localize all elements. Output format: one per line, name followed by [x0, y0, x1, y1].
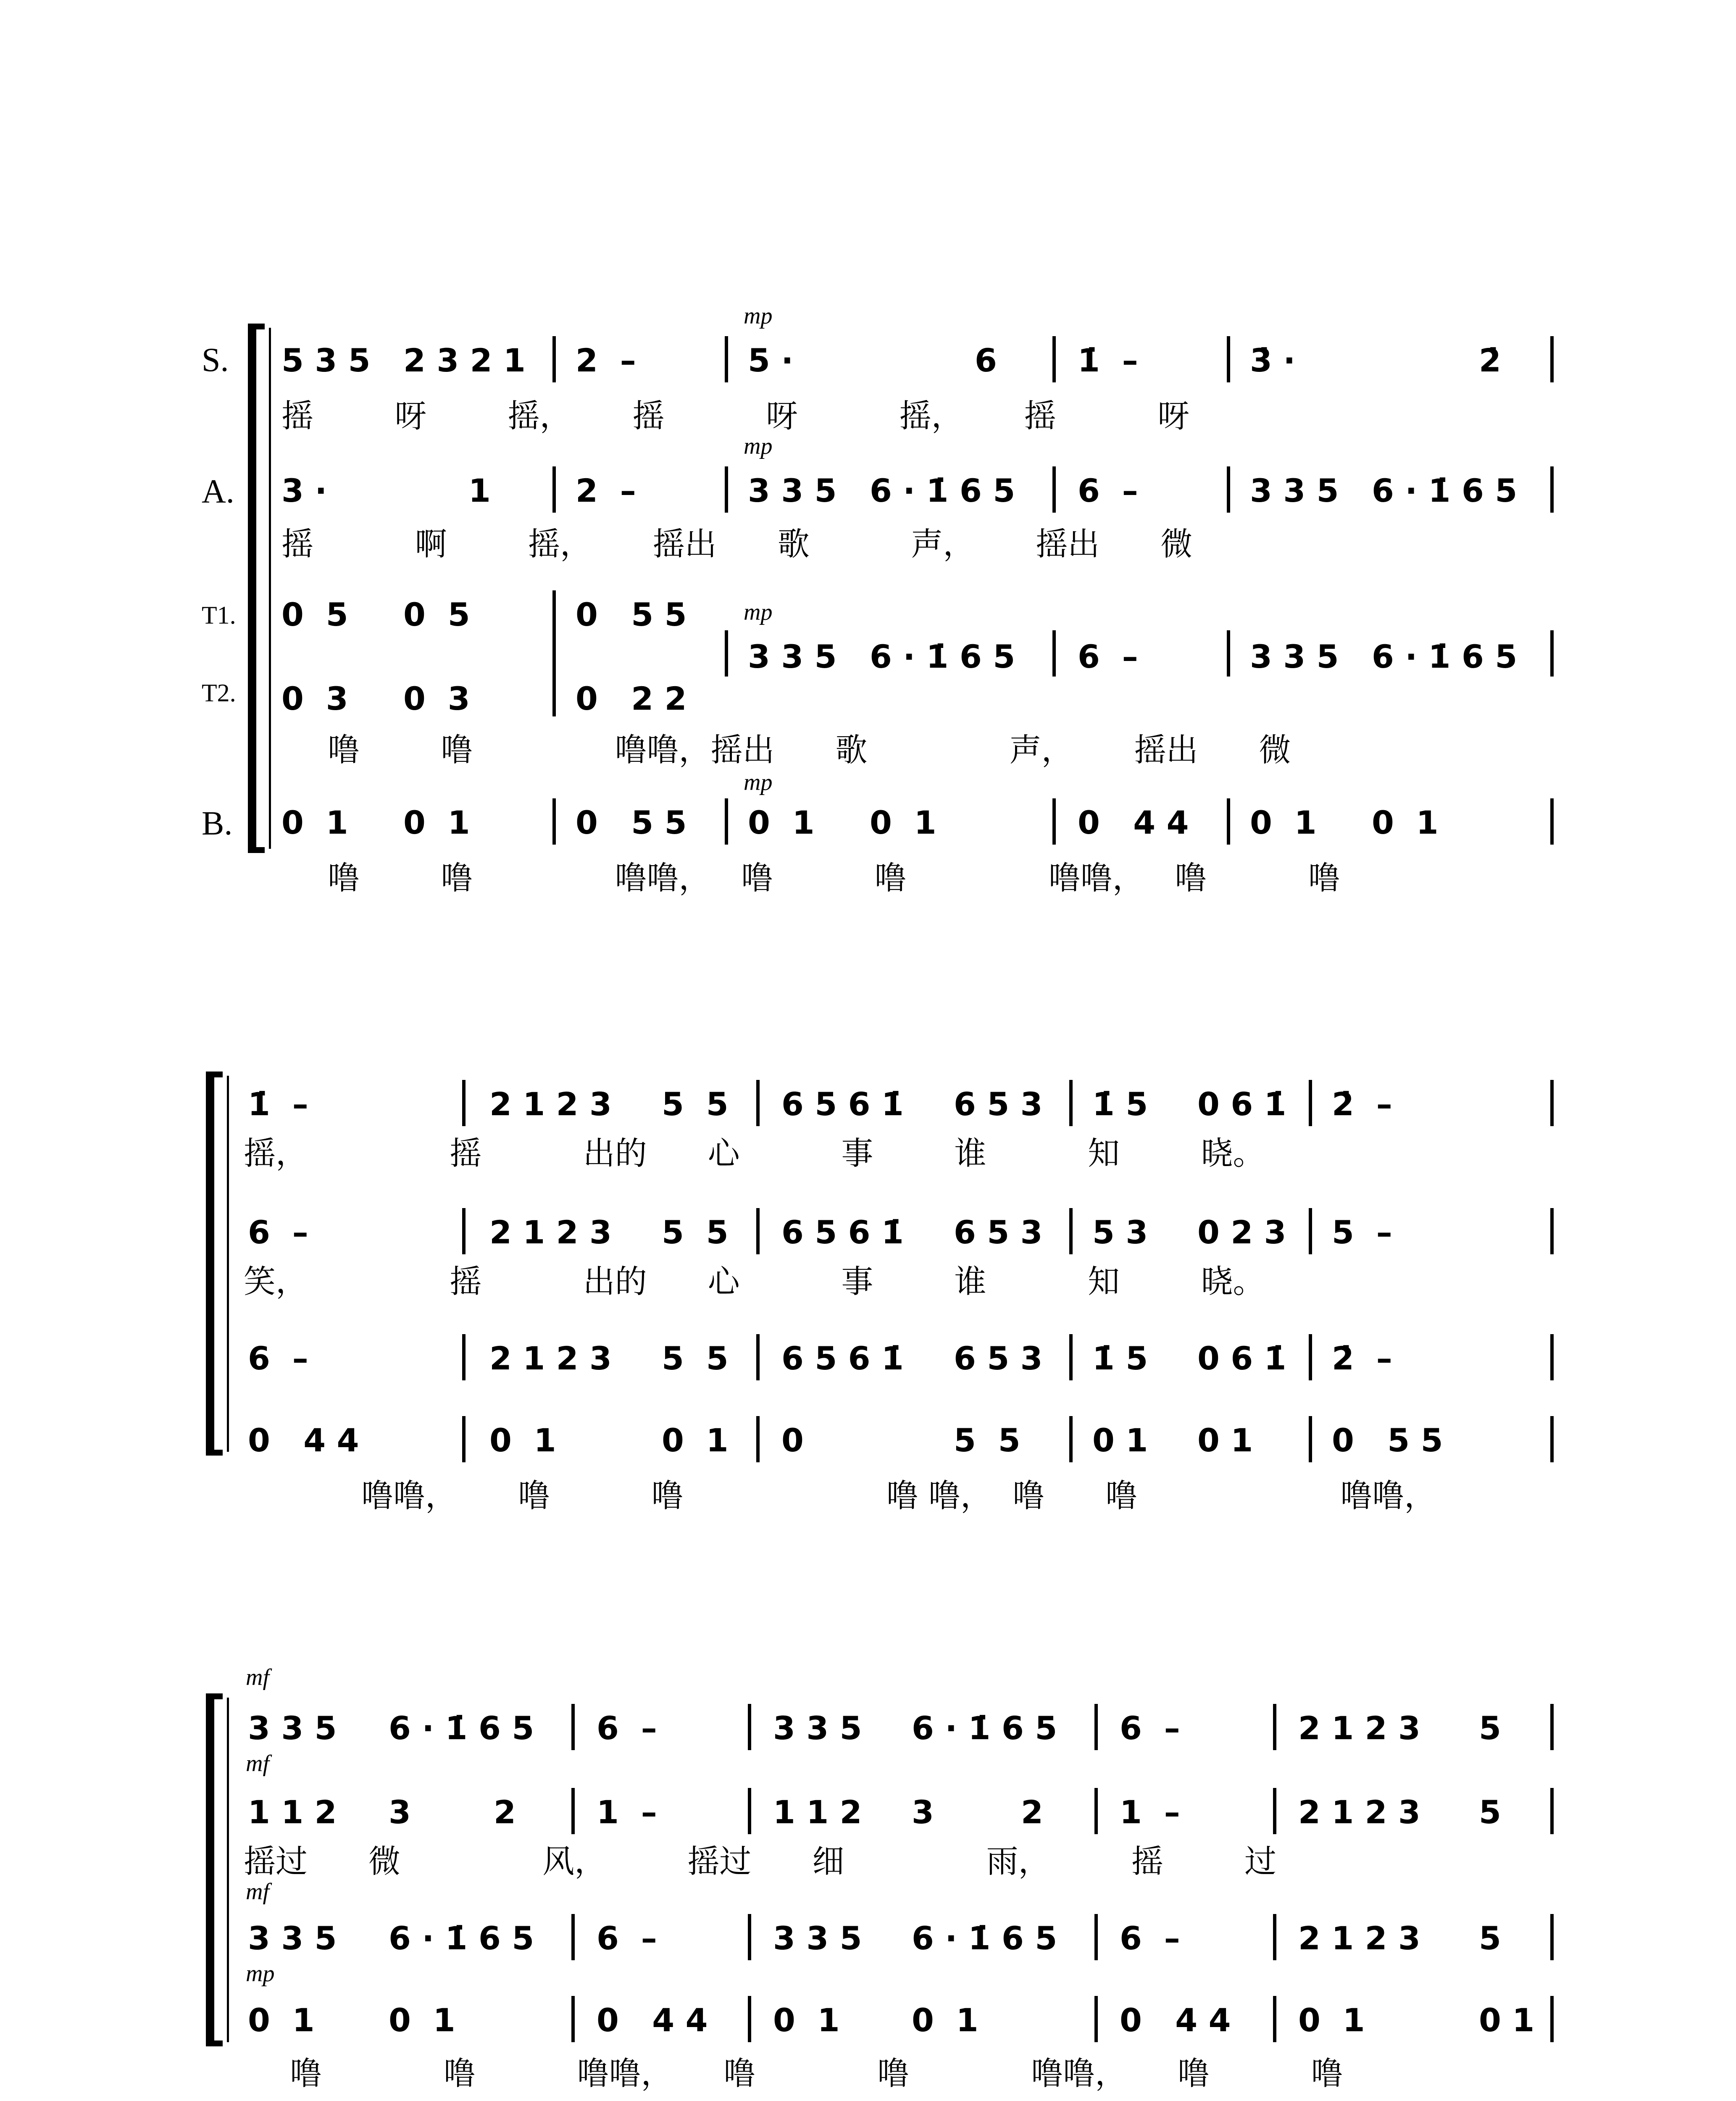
note-group: 6 [975, 342, 997, 379]
dynamic-mark: mp [744, 769, 773, 795]
note-group: 6 5 6 1̇ [781, 1340, 904, 1377]
barline [1069, 1334, 1073, 1380]
barline [1094, 1914, 1098, 1960]
note-group: 2 3 2 1 [403, 342, 526, 379]
note-group: 0 3 [403, 680, 470, 717]
note-group: 6 · 1̇ 6 5 [389, 1709, 534, 1747]
barline [552, 590, 556, 716]
note-group: 6 5 3 [954, 1085, 1043, 1123]
lyrics-soprano: 摇， 摇 出的 心 事 谁 知 晓。 [244, 1135, 1265, 1172]
note-group: 6 – [248, 1214, 308, 1251]
note-group: 6 – [1120, 1919, 1180, 1957]
note-group: 3 3 5 [248, 1919, 337, 1957]
note-group: 1̇ – [1078, 342, 1138, 379]
lyrics-soprano: 摇 呀 摇， 摇 呀 摇， 摇 呀 [281, 397, 1190, 434]
lyrics-bass: 噜噜， 噜 噜 噜 噜， 噜 噜 噜噜， [361, 1477, 1436, 1514]
note-group: 5 5 [662, 1340, 729, 1377]
note-group: 0 2 3 [1197, 1214, 1286, 1251]
note-group: 0 5 5 [576, 804, 687, 841]
note-group: 5 · [748, 342, 794, 379]
note-group: 6 5 3 [954, 1214, 1043, 1251]
note-group: 2 1 2 3 [1298, 1919, 1420, 1957]
note-group: 0 4 4 [597, 2001, 708, 2039]
note-group: 6 – [248, 1340, 308, 1377]
note-group: 3 3 5 [1250, 638, 1339, 675]
note-group: 0 1 [748, 804, 815, 841]
barline [571, 1788, 575, 1834]
barline [1273, 1914, 1276, 1960]
note-group: 3̇ · [1250, 342, 1296, 379]
barline [462, 1334, 466, 1380]
bracket-cap-bottom [206, 2040, 223, 2046]
barline [1227, 630, 1230, 677]
note-group: 1 1 2 [773, 1793, 862, 1831]
barline [552, 798, 556, 845]
bracket-cap-bottom [206, 1450, 223, 1456]
note-group: 3 3 5 [773, 1709, 862, 1747]
note-group: 2 1 2 3 [1298, 1709, 1420, 1747]
note-group: 0 1 [662, 1422, 729, 1459]
barline [1069, 1080, 1073, 1126]
barline [1550, 1704, 1554, 1750]
note-group: 6 – [1120, 1709, 1180, 1747]
note-group: 0 1 [870, 804, 936, 841]
barline [748, 1996, 751, 2042]
note-group: 0 1 [1372, 804, 1439, 841]
note-group: 6 · 1̇ 6 5 [870, 472, 1015, 509]
label-bass: B. [202, 805, 233, 842]
note-group: 0 1 [489, 1422, 556, 1459]
note-group: 0 1 [912, 2001, 978, 2039]
note-group: 1 – [1120, 1793, 1180, 1831]
barline [1550, 336, 1554, 382]
note-group: 0 4 4 [248, 1422, 359, 1459]
label-tenor2: T2. [202, 679, 236, 707]
barline [1550, 1208, 1554, 1254]
barline [1094, 1996, 1098, 2042]
note-group: 3 · [281, 472, 327, 509]
note-group: 2 1 2 3 [489, 1214, 612, 1251]
note-group: 5 [1479, 1919, 1501, 1957]
dynamic-mark: mp [744, 599, 773, 625]
lyrics-bass: 噜 噜 噜噜， 噜 噜 噜噜， 噜 噜 [290, 2055, 1343, 2092]
note-group: 0 6 1̇ [1197, 1085, 1286, 1123]
note-group: 2 – [576, 472, 636, 509]
note-group: 3 3 5 [248, 1709, 337, 1747]
note-group: 6 · 1̇ 6 5 [912, 1919, 1057, 1957]
dynamic-mark: mp [744, 303, 773, 329]
label-tenor1: T1. [202, 601, 236, 629]
barline [725, 466, 728, 513]
dynamic-mark: mf [246, 1879, 269, 1905]
note-group: 3 3 5 [748, 472, 837, 509]
note-group: 6 – [1078, 472, 1138, 509]
note-group: 0 1 [1092, 1422, 1148, 1459]
barline [571, 1996, 575, 2042]
system-line [269, 328, 271, 849]
note-group: 3 3 5 [1250, 472, 1339, 509]
barline [1309, 1334, 1312, 1380]
barline [1069, 1208, 1073, 1254]
note-group: 2 [1021, 1793, 1043, 1831]
barline [552, 466, 556, 513]
barline [1227, 798, 1230, 845]
barline [1227, 466, 1230, 513]
barline [1309, 1208, 1312, 1254]
barline [725, 336, 728, 382]
barline [725, 798, 728, 845]
note-group: 0 1 [281, 804, 348, 841]
dynamic-mark: mf [246, 1751, 269, 1777]
note-group: 0 5 [281, 596, 348, 633]
barline [756, 1208, 760, 1254]
barline [1550, 798, 1554, 845]
barline [571, 1704, 575, 1750]
note-group: 1 1 2 [248, 1793, 337, 1831]
note-group: 0 1 [389, 2001, 455, 2039]
barline [748, 1788, 751, 1834]
note-group: 0 3 [281, 680, 348, 717]
barline [1273, 1704, 1276, 1750]
note-group: 6 – [597, 1709, 657, 1747]
note-group: 3 [389, 1793, 411, 1831]
note-group: 5 [1479, 1709, 1501, 1747]
note-group: 6 · 1̇ 6 5 [1372, 472, 1518, 509]
note-group: 1 – [597, 1793, 657, 1831]
barline [748, 1914, 751, 1960]
note-group: 0 1 [1250, 804, 1317, 841]
system-bracket [248, 328, 256, 849]
barline [462, 1208, 466, 1254]
note-group: 5 3 [1092, 1214, 1148, 1251]
note-group: 2̇ – [1332, 1340, 1392, 1377]
barline [1094, 1704, 1098, 1750]
note-group: 0 1 [403, 804, 470, 841]
note-group: 0 5 5 [576, 596, 687, 633]
note-group: 5 3 5 [281, 342, 371, 379]
note-group: 5 – [1332, 1214, 1392, 1251]
note-group: 0 1 [248, 2001, 315, 2039]
note-group: 3 [912, 1793, 934, 1831]
note-group: 6 5 6 1̇ [781, 1085, 904, 1123]
barline [1273, 1996, 1276, 2042]
barline [1550, 1416, 1554, 1462]
barline [756, 1334, 760, 1380]
note-group: 0 [781, 1422, 804, 1459]
barline [552, 336, 556, 382]
label-soprano: S. [202, 342, 229, 379]
note-group: 0 5 [403, 596, 470, 633]
lyrics-alto: 摇过 微 风， 摇过 细 雨， 摇 过 [244, 1843, 1277, 1880]
barline [1550, 466, 1554, 513]
bracket-cap-top [248, 324, 265, 329]
note-group: 2 1 2 3 [1298, 1793, 1420, 1831]
note-group: 6 – [597, 1919, 657, 1957]
barline [1094, 1788, 1098, 1834]
lyrics-alto: 笑， 摇 出的 心 事 谁 知 晓。 [244, 1263, 1265, 1300]
note-group: 3 3 5 [748, 638, 837, 675]
note-group: 2̇ [1479, 342, 1501, 379]
barline [1052, 466, 1056, 513]
barline [748, 1704, 751, 1750]
note-group: 0 1 [773, 2001, 840, 2039]
note-group: 0 5 5 [1332, 1422, 1443, 1459]
barline [462, 1080, 466, 1126]
note-group: 2 – [576, 342, 636, 379]
note-group: 6 – [1078, 638, 1138, 675]
lyrics-tenor: 噜 噜 噜噜，摇出 歌 声， 摇出 微 [328, 731, 1291, 769]
system-line [227, 1698, 229, 2042]
system-bracket [206, 1076, 214, 1452]
barline [1069, 1416, 1073, 1462]
note-group: 6 · 1̇ 6 5 [912, 1709, 1057, 1747]
barline [1550, 1914, 1554, 1960]
barline [1550, 1996, 1554, 2042]
note-group: 6 · 1̇ 6 5 [389, 1919, 534, 1957]
bracket-cap-top [206, 1693, 223, 1699]
barline [1309, 1416, 1312, 1462]
barline [1550, 1788, 1554, 1834]
note-group: 2 1 2 3 [489, 1085, 612, 1123]
note-group: 1 [468, 472, 491, 509]
bracket-cap-top [206, 1072, 223, 1077]
barline [725, 630, 728, 677]
note-group: 2 [494, 1793, 516, 1831]
note-group: 6 · 1̇ 6 5 [1372, 638, 1518, 675]
note-group: 1̇ 5 [1092, 1085, 1148, 1123]
dynamic-mark: mf [246, 1664, 269, 1690]
label-alto: A. [202, 473, 234, 510]
note-group: 3 3 5 [773, 1919, 862, 1957]
note-group: 6 5 3 [954, 1340, 1043, 1377]
note-group: 0 6 1̇ [1197, 1340, 1286, 1377]
barline [756, 1416, 760, 1462]
note-group: 1̇ 5 [1092, 1340, 1148, 1377]
note-group: 6 5 6 1̇ [781, 1214, 904, 1251]
barline [1052, 798, 1056, 845]
barline [1052, 336, 1056, 382]
note-group: 0 4 4 [1120, 2001, 1231, 2039]
note-group: 5 [1479, 1793, 1501, 1831]
barline [571, 1914, 575, 1960]
note-group: 0 1 [1298, 2001, 1365, 2039]
system-bracket [206, 1698, 214, 2042]
lyrics-alto: 摇 啊 摇， 摇出 歌 声， 摇出 微 [281, 525, 1193, 563]
barline [1273, 1788, 1276, 1834]
note-group: 0 4 4 [1078, 804, 1189, 841]
note-group: 5 5 [954, 1422, 1021, 1459]
barline [1227, 336, 1230, 382]
note-group: 0 1 [1197, 1422, 1253, 1459]
dynamic-mark: mp [744, 433, 773, 459]
barline [1052, 630, 1056, 677]
note-group: 1̇ – [248, 1085, 308, 1123]
lyrics-bass: 噜 噜 噜噜， 噜 噜 噜噜， 噜 噜 [328, 859, 1340, 897]
note-group: 2 1 2 3 [489, 1340, 612, 1377]
barline [1309, 1080, 1312, 1126]
barline [1550, 1080, 1554, 1126]
note-group: 0 1 [1479, 2001, 1535, 2039]
barline [1550, 630, 1554, 677]
system-line [227, 1076, 229, 1452]
barline [756, 1080, 760, 1126]
note-group: 5 5 [662, 1085, 729, 1123]
barline [462, 1416, 466, 1462]
bracket-cap-bottom [248, 847, 265, 853]
note-group: 0 2 2 [576, 680, 687, 717]
note-group: 6 · 1̇ 6 5 [870, 638, 1015, 675]
barline [1550, 1334, 1554, 1380]
dynamic-mark: mp [246, 1961, 275, 1987]
note-group: 2̇ – [1332, 1085, 1392, 1123]
note-group: 5 5 [662, 1214, 729, 1251]
